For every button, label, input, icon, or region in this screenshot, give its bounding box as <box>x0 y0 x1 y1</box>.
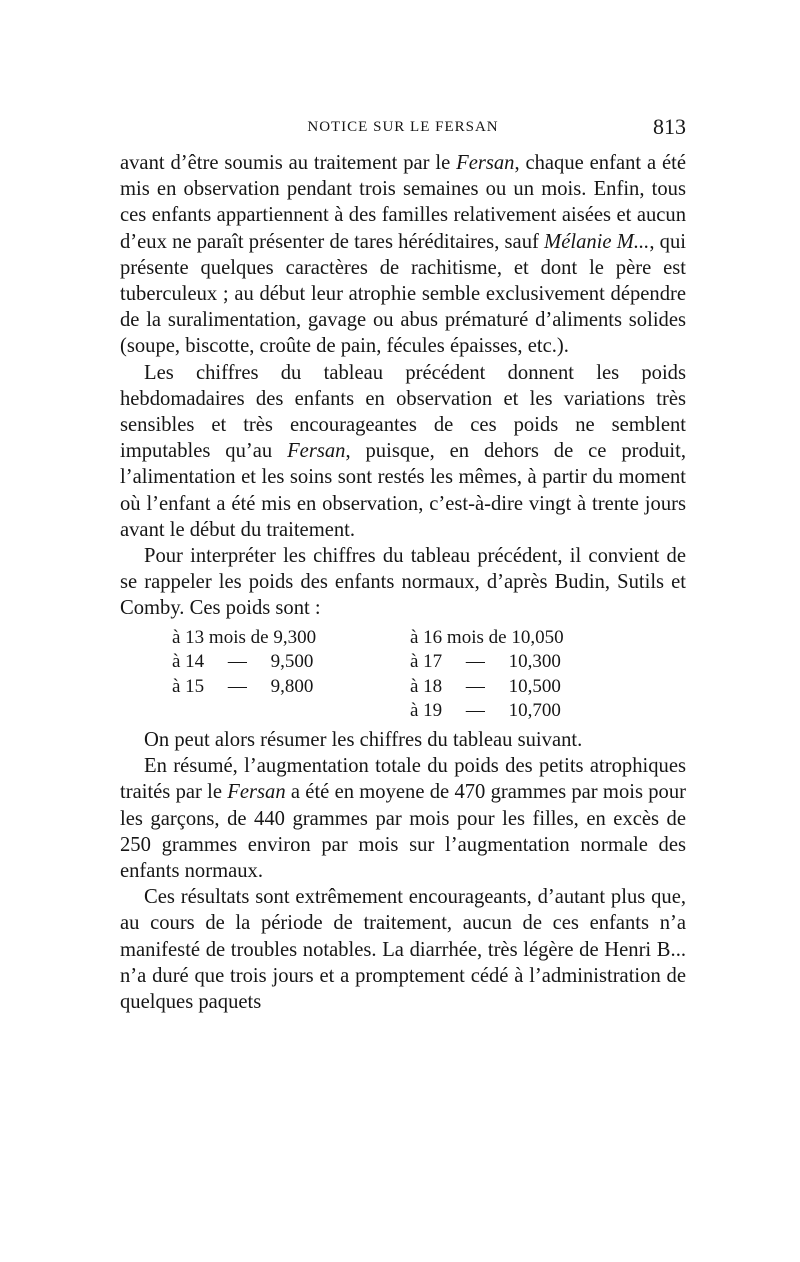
table-row <box>120 626 686 651</box>
paragraph: On peut alors résumer les chiffres du tableau suivant. <box>144 729 583 752</box>
product-name: Fersan <box>227 781 286 804</box>
text-run: En résumé, l’augmentation totale du poids des petits atrophiques traités par le <box>120 755 686 804</box>
paragraph <box>120 150 686 360</box>
table-row <box>120 699 686 724</box>
table-cell: à 13 mois de 9,300 <box>172 626 317 648</box>
paragraph: Pour interpréter les chiffres du tableau précédent, il convient de se rappeler les poids des enfants normaux, d’après Budin, Sutils et Comby. Ces poids sont : <box>120 545 686 620</box>
paragraph <box>120 360 686 543</box>
paragraph <box>120 753 686 884</box>
text-run: a été en moyene de 470 grammes par mois pour les garçons, de 440 grammes par mois pour les filles, en excès de 250 grammes environ par mois sur l’augmentation normale des enfants normaux. <box>120 781 686 883</box>
text-run: avant d’être soumis au traitement par le <box>120 152 457 174</box>
body-text <box>120 150 686 1015</box>
text-run: Les chiffres du tableau précédent donnent les poids hebdomadaires des enfants en observation et les variations très sensibles et très encourageantes de ces poids ne semblent imputables qu’au <box>120 361 686 463</box>
table-row <box>120 650 686 675</box>
patient-name: Mélanie M... <box>544 230 650 253</box>
text-run: , chaque enfant a été mis en observation pendant trois semaines ou un mois. Enfin, tous ces enfants appartiennent à des familles relativement aisées et aucun d’eux ne paraît présenter de tares héréditaires, sauf <box>120 152 686 253</box>
table-cell: à 18 — 10,500 <box>410 675 561 697</box>
page-number: 813 <box>653 114 686 139</box>
product-name: Fersan <box>287 440 346 463</box>
table-cell: à 16 mois de 10,050 <box>410 626 564 648</box>
product-name: Fersan <box>456 152 515 174</box>
text-run: , qui présente quelques caractères de rachitisme, et dont le père est tuberculeux ; au début leur atrophie semble exclusivement dépendre de la suralimentation, gavage ou abus prématuré d’aliments solides (soupe, biscotte, croûte de pain, fécules épaisses, etc.). <box>120 230 686 358</box>
page-header <box>120 116 686 142</box>
table-cell: à 19 — 10,700 <box>410 700 561 722</box>
text-run: , puisque, en dehors de ce produit, l’alimentation et les soins sont restés les mêmes, à partir du moment où l’enfant a été mis en observation, c’est-à-dire vingt à trente jours avant le début du traitement. <box>120 440 686 541</box>
weights-table <box>120 626 686 724</box>
table-cell: à 14 — 9,500 <box>172 651 314 673</box>
table-cell: à 17 — 10,300 <box>410 651 561 673</box>
paragraph: Ces résultats sont extrêmement encourageants, d’autant plus que, au cours de la période de traitement, aucun de ces enfants n’a manifesté de troubles notables. La diarrhée, très légère de Henri B... n’a duré que trois jours et a promptement cédé à l’administration de quelques paquets <box>120 886 686 1014</box>
table-cell: à 15 — 9,800 <box>172 675 314 697</box>
table-row <box>120 675 686 700</box>
running-title: NOTICE SUR LE FERSAN <box>307 119 499 135</box>
